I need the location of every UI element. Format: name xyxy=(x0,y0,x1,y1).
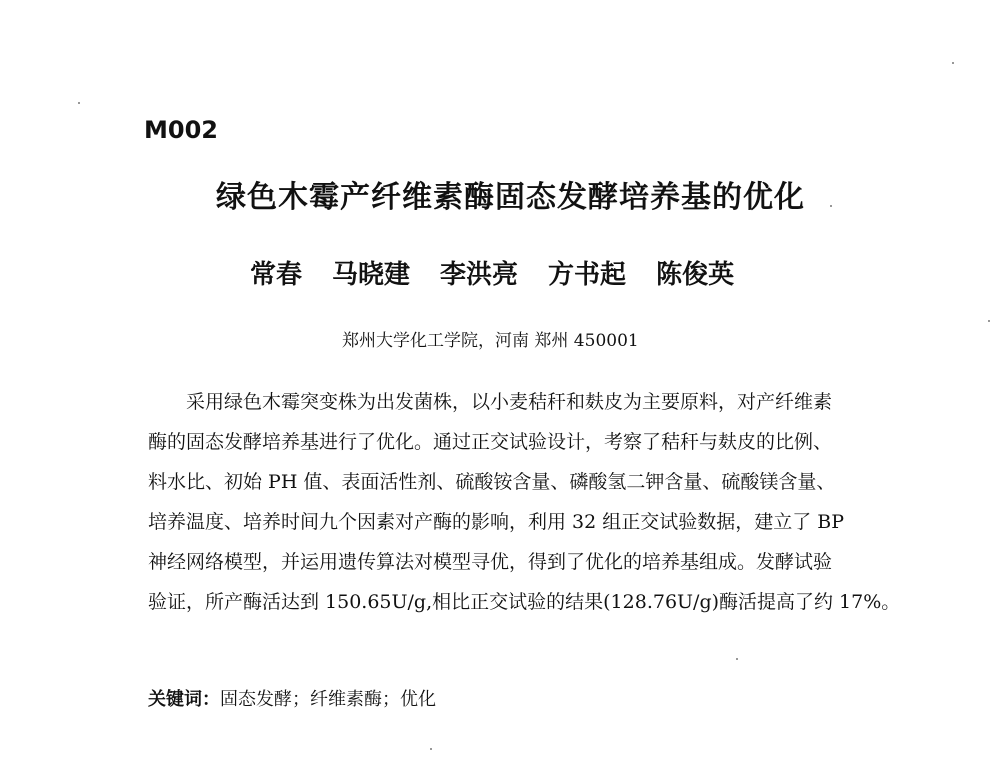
scan-speck xyxy=(830,205,832,207)
scan-speck xyxy=(78,102,80,104)
author-name: 陈俊英 xyxy=(656,260,735,290)
paper-code: M002 xyxy=(144,116,218,144)
keywords-text: 固态发酵；纤维素酶；优化 xyxy=(220,689,436,710)
abstract-line: 酶的固态发酵培养基进行了优化。通过正交试验设计，考察了秸秆与麸皮的比例、 xyxy=(148,431,833,453)
author-list xyxy=(250,254,850,291)
affiliation: 郑州大学化工学院，河南 郑州 450001 xyxy=(342,331,639,351)
scan-speck xyxy=(430,748,432,750)
abstract-line: 验证，所产酶活达到 150.65U/g,相比正交试验的结果(128.76U/g)酶活提高了约 17%。 xyxy=(148,591,901,613)
scan-speck xyxy=(952,62,954,64)
paper-title: 绿色木霉产纤维素酶固态发酵培养基的优化 xyxy=(216,180,805,215)
author-name: 李洪亮 xyxy=(440,260,519,290)
keywords-label: 关键词： xyxy=(148,689,220,710)
scan-speck xyxy=(736,658,738,660)
abstract-line: 神经网络模型，并运用遗传算法对模型寻优，得到了优化的培养基组成。发酵试验 xyxy=(148,551,833,573)
abstract-line: 采用绿色木霉突变株为出发菌株，以小麦秸秆和麸皮为主要原料，对产纤维素 xyxy=(186,391,833,413)
author-name: 常春 xyxy=(250,260,303,290)
abstract xyxy=(148,382,901,622)
abstract-line: 培养温度、培养时间九个因素对产酶的影响，利用 32 组正交试验数据，建立了 BP xyxy=(148,511,845,533)
abstract-line: 料水比、初始 PH 值、表面活性剂、硫酸铵含量、磷酸氢二钾含量、硫酸镁含量、 xyxy=(148,471,836,493)
author-name: 方书起 xyxy=(548,260,627,290)
keywords xyxy=(148,685,436,711)
scan-speck xyxy=(988,320,990,322)
author-name: 马晓建 xyxy=(332,260,411,290)
